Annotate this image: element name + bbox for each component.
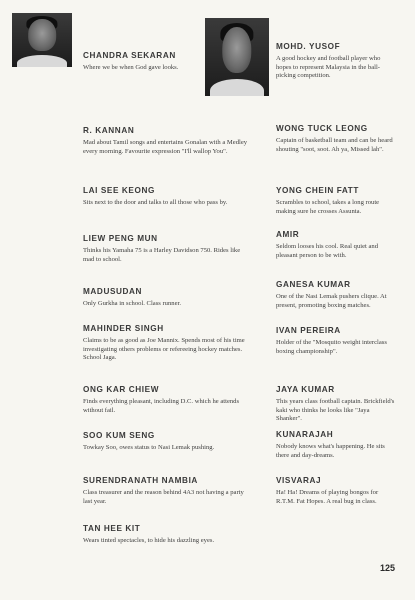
entry-description: Where we be when God gave looks. bbox=[83, 64, 179, 71]
entry-description: This years class football captain. Brickfield's kaki who thinks he looks like "Jaya Shanker". bbox=[276, 398, 395, 423]
entry-name: MADUSUDAN bbox=[83, 287, 143, 296]
entry-name: AMIR bbox=[276, 230, 300, 239]
entry-description: Scrambles to school, takes a long route making sure he crosses Assunta. bbox=[276, 199, 380, 215]
entry-name: GANESA KUMAR bbox=[276, 280, 351, 289]
entry-description: Mad about Tamil songs and entertains Gonalan with a Medley every morning. Favourite expression "I'll wallop You". bbox=[83, 139, 248, 155]
entry-description: Holder of the "Mosquito weight interclass boxing championship". bbox=[276, 339, 387, 355]
entry-description: Towkay Soo, owes status to Nasi Lemak pushing. bbox=[83, 444, 215, 451]
entry-description: Claims to be as good as Joe Mannix. Spends most of his time investigating others problems or refereeing hockey matches. School Jaga. bbox=[83, 337, 245, 362]
entry-ivan-pereira bbox=[276, 326, 396, 356]
entry-name: MOHD. YUSOF bbox=[276, 42, 341, 51]
entry-madusudan bbox=[83, 287, 253, 309]
page-number: 125 bbox=[379, 563, 395, 573]
entry-tan-hee-kit bbox=[83, 524, 253, 546]
entry-wong-tuck-leong bbox=[276, 124, 396, 154]
entry-description: Wears tinted spectacles, to hide his dazzling eyes. bbox=[83, 537, 215, 544]
portrait-face bbox=[222, 27, 251, 72]
entry-r-kannan bbox=[83, 126, 253, 156]
portrait-shirt bbox=[17, 55, 67, 67]
entry-description: Sits next to the door and talks to all those who pass by. bbox=[83, 199, 228, 206]
entry-visvaraj bbox=[276, 476, 396, 506]
entry-description: Nobody knows what's happening. He sits there and day-dreams. bbox=[276, 443, 385, 459]
entry-name: LAI SEE KEONG bbox=[83, 186, 155, 195]
entry-name: KUNARAJAH bbox=[276, 430, 334, 439]
entry-name: MAHINDER SINGH bbox=[83, 324, 164, 333]
entry-name: JAYA KUMAR bbox=[276, 385, 335, 394]
portrait-shirt bbox=[210, 79, 264, 96]
portrait-photo-chandra-sekaran bbox=[12, 13, 72, 67]
entry-description: One of the Nasi Lemak pushers clique. At present, promoting boxing matches. bbox=[276, 293, 387, 309]
entry-description: Ha! Ha! Dreams of playing bongos for R.T.M. Fat Hopes. A real bug in class. bbox=[276, 489, 379, 505]
entry-name: SURENDRANATH NAMBIA bbox=[83, 476, 198, 485]
entry-jaya-kumar bbox=[276, 385, 396, 424]
entry-name: TAN HEE KIT bbox=[83, 524, 141, 533]
entry-liew-peng-mun bbox=[83, 234, 253, 264]
entry-name: SOO KUM SENG bbox=[83, 431, 155, 440]
entry-description: Class treasurer and the reason behind 4A3 not having a party last year. bbox=[83, 489, 244, 505]
entry-name: VISVARAJ bbox=[276, 476, 322, 485]
entry-name: YONG CHEIN FATT bbox=[276, 186, 359, 195]
entry-name: R. KANNAN bbox=[83, 126, 135, 135]
portrait-face bbox=[28, 19, 56, 50]
portrait-photo-mohd-yusof bbox=[205, 18, 269, 96]
entry-soo-kum-seng bbox=[83, 431, 253, 453]
entry-description: Only Gurkha in school. Class runner. bbox=[83, 300, 181, 307]
entry-description: Seldom looses his cool. Real quiet and pleasant person to be with. bbox=[276, 243, 379, 259]
entry-name: WONG TUCK LEONG bbox=[276, 124, 368, 133]
entry-kunarajah bbox=[276, 430, 396, 460]
entry-name: ONG KAR CHIEW bbox=[83, 385, 160, 394]
entry-lai-see-keong bbox=[83, 186, 253, 208]
entry-chandra-sekaran bbox=[83, 51, 198, 73]
entry-ong-kar-chiew bbox=[83, 385, 253, 415]
entry-name: LIEW PENG MUN bbox=[83, 234, 158, 243]
entry-mohd-yusof bbox=[276, 42, 396, 81]
entry-name: CHANDRA SEKARAN bbox=[83, 51, 176, 60]
entry-description: Captain of basketball team and can be heard shouting "soot, soot. Ah ya, Missed lah". bbox=[276, 137, 393, 153]
entry-description: Finds everything pleasant, including D.C. which he attends without fail. bbox=[83, 398, 240, 414]
entry-yong-chein-fatt bbox=[276, 186, 396, 216]
entry-ganesa-kumar bbox=[276, 280, 396, 310]
entry-description: Thinks his Yamaha 75 is a Harley Davidson 750. Rides like mad to school. bbox=[83, 247, 241, 263]
entry-amir bbox=[276, 230, 396, 260]
entry-name: IVAN PEREIRA bbox=[276, 326, 341, 335]
entry-surendranath-nambia bbox=[83, 476, 253, 506]
entry-mahinder-singh bbox=[83, 324, 253, 363]
entry-description: A good hockey and football player who hopes to represent Malaysia in the ball-picking competition. bbox=[276, 55, 381, 80]
